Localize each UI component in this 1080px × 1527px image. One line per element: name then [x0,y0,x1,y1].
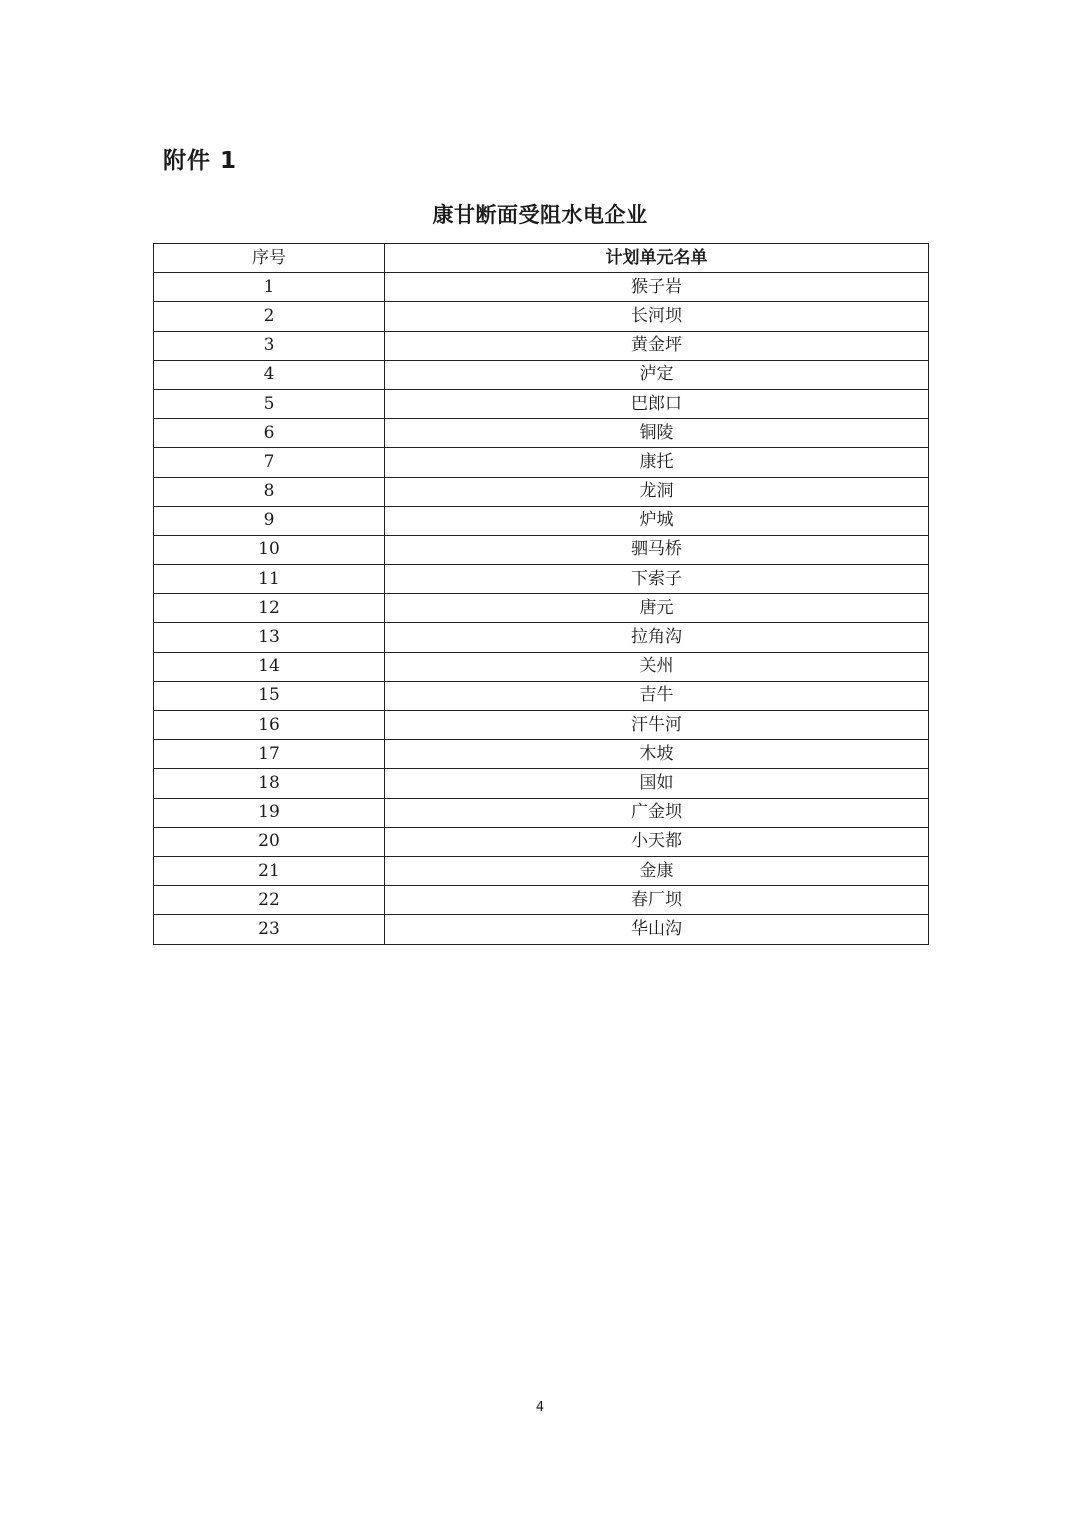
table-row [154,711,929,740]
table-row [154,623,929,652]
row-unit-name-cell: 木坡 [385,740,929,769]
row-index-cell: 3 [154,331,385,360]
table-row [154,681,929,710]
table-header-row [154,244,929,273]
table-row [154,360,929,389]
document-title: 康甘断面受阻水电企业 [432,203,648,227]
column-header-index: 序号 [154,244,385,273]
attachment-label: 附件 1 [163,148,238,174]
table-row [154,389,929,418]
table-row [154,915,929,944]
table-row [154,652,929,681]
table-row [154,594,929,623]
row-unit-name-cell: 春厂坝 [385,886,929,915]
row-index-cell: 18 [154,769,385,798]
row-unit-name-cell: 拉角沟 [385,623,929,652]
table-row [154,331,929,360]
row-index-cell: 19 [154,798,385,827]
table-row [154,506,929,535]
row-unit-name-cell: 唐元 [385,594,929,623]
row-index-cell: 10 [154,535,385,564]
row-index-cell: 14 [154,652,385,681]
plant-unit-table [153,243,929,945]
row-unit-name-cell: 国如 [385,769,929,798]
row-unit-name-cell: 金康 [385,856,929,885]
column-header-unit-name: 计划单元名单 [385,244,929,273]
row-unit-name-cell: 吉牛 [385,681,929,710]
row-index-cell: 4 [154,360,385,389]
table-body [154,273,929,944]
table-row [154,565,929,594]
row-index-cell: 9 [154,506,385,535]
row-unit-name-cell: 黄金坪 [385,331,929,360]
row-unit-name-cell: 小天都 [385,827,929,856]
table-row [154,769,929,798]
table-row [154,798,929,827]
row-index-cell: 8 [154,477,385,506]
row-index-cell: 21 [154,856,385,885]
table-row [154,856,929,885]
table-row [154,448,929,477]
table-row [154,535,929,564]
table-row [154,827,929,856]
row-unit-name-cell: 华山沟 [385,915,929,944]
table-row [154,740,929,769]
row-unit-name-cell: 巴郎口 [385,389,929,418]
table-row [154,886,929,915]
row-unit-name-cell: 炉城 [385,506,929,535]
row-unit-name-cell: 下索子 [385,565,929,594]
row-unit-name-cell: 关州 [385,652,929,681]
table-row [154,302,929,331]
row-unit-name-cell: 龙洞 [385,477,929,506]
row-unit-name-cell: 铜陵 [385,419,929,448]
table-row [154,419,929,448]
row-unit-name-cell: 长河坝 [385,302,929,331]
row-index-cell: 11 [154,565,385,594]
row-index-cell: 15 [154,681,385,710]
row-index-cell: 7 [154,448,385,477]
row-unit-name-cell: 康托 [385,448,929,477]
row-index-cell: 2 [154,302,385,331]
row-unit-name-cell: 泸定 [385,360,929,389]
row-index-cell: 16 [154,711,385,740]
row-index-cell: 1 [154,273,385,302]
table-row [154,477,929,506]
table-row [154,273,929,302]
row-index-cell: 5 [154,389,385,418]
row-index-cell: 22 [154,886,385,915]
row-unit-name-cell: 驷马桥 [385,535,929,564]
row-index-cell: 23 [154,915,385,944]
row-index-cell: 6 [154,419,385,448]
page-number: 4 [535,1400,545,1415]
row-unit-name-cell: 广金坝 [385,798,929,827]
row-index-cell: 17 [154,740,385,769]
row-unit-name-cell: 猴子岩 [385,273,929,302]
row-index-cell: 12 [154,594,385,623]
row-unit-name-cell: 汗牛河 [385,711,929,740]
row-index-cell: 13 [154,623,385,652]
row-index-cell: 20 [154,827,385,856]
